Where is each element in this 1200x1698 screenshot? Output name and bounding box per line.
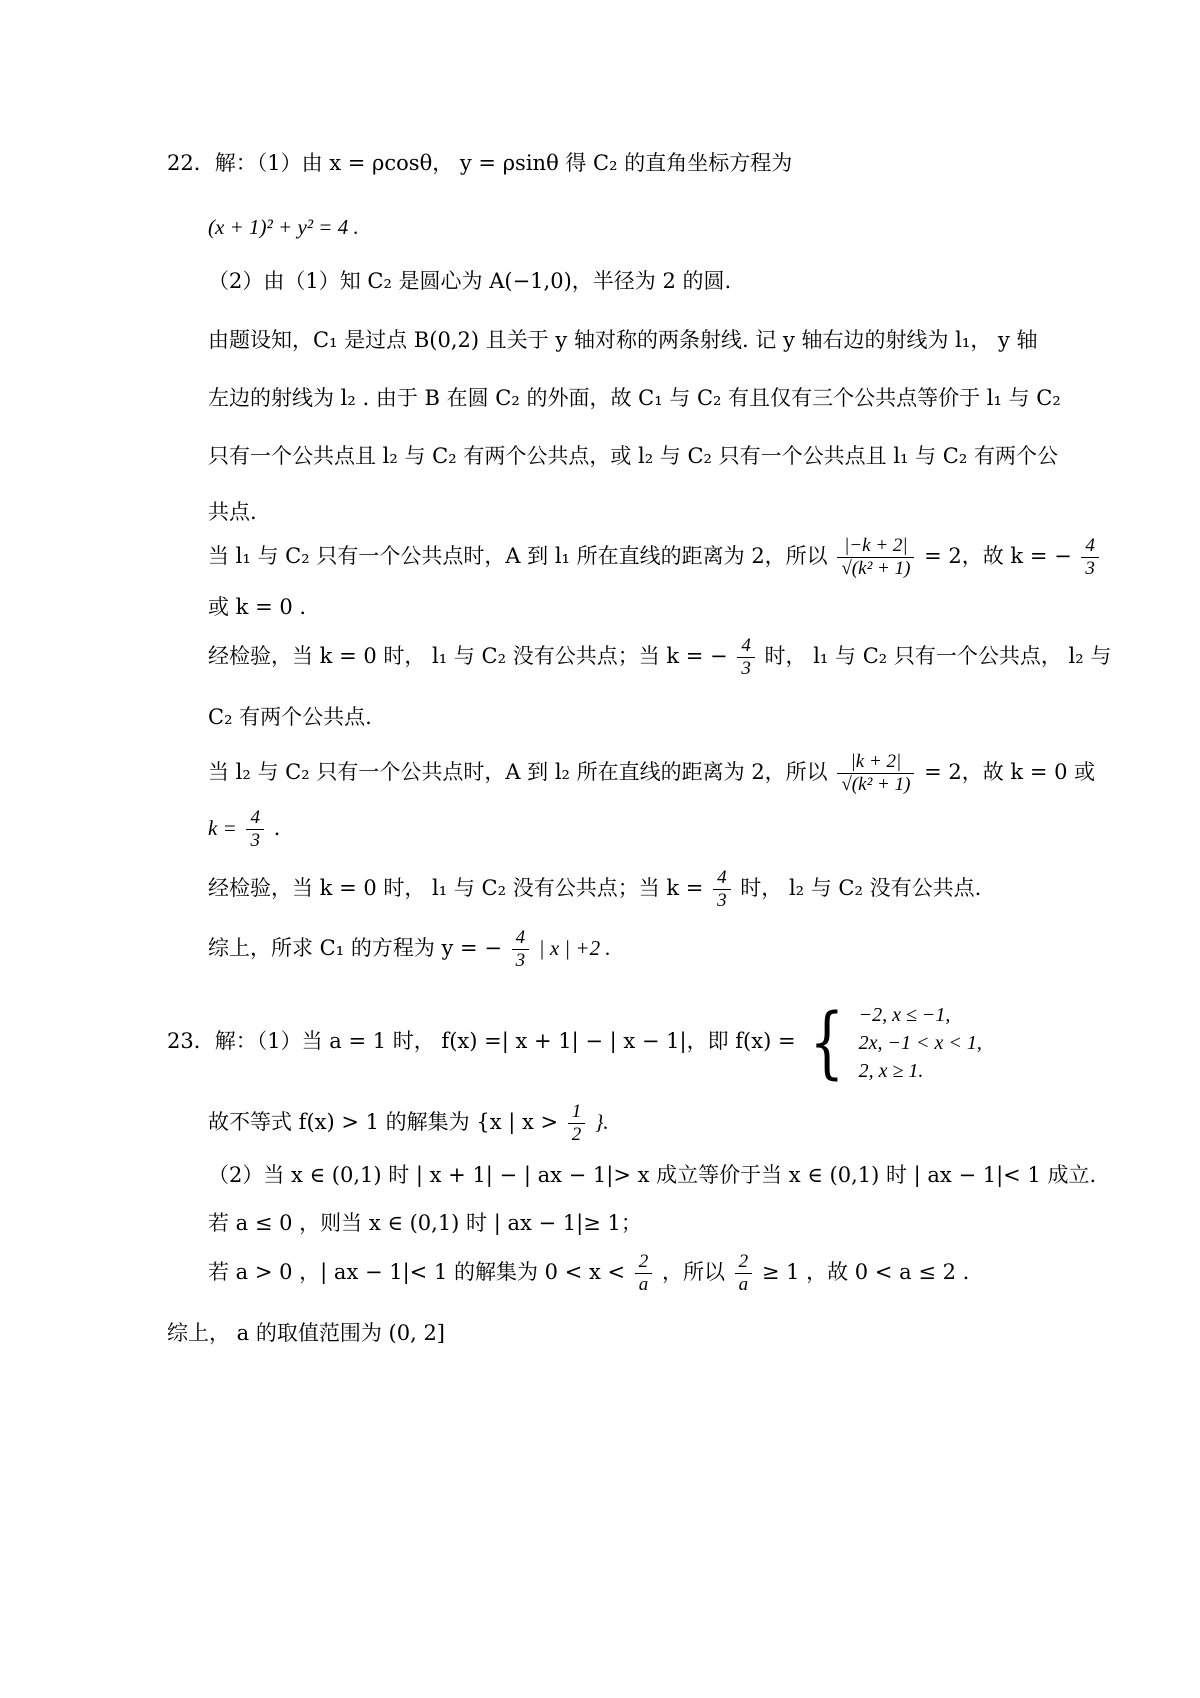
q23-solution-text: 故不等式 f(x) > 1 的解集为 {x | x > (208, 1110, 559, 1134)
q22-case2 (208, 744, 1095, 800)
piecewise-case: 2x, −1 < x < 1, (858, 1031, 982, 1054)
q23-solution (208, 1094, 609, 1150)
q22-summary-fraction (512, 927, 530, 972)
q22-case2-k: k = (208, 816, 237, 840)
q23-intro: 23．解：（1）当 a = 1 时， f(x) =| x + 1| − | x − 1|，即 f(x) = (167, 1029, 796, 1053)
piecewise-case: 2, x ≥ 1. (858, 1059, 924, 1082)
q22-para-1: 由题设知，C₁ 是过点 B(0,2) 且关于 y 轴对称的两条射线. 记 y 轴右边的射线为 l₁， y 轴 (208, 328, 1038, 352)
q22-verify2-rest: 时， l₂ 与 C₂ 没有公共点. (740, 876, 982, 900)
q22-case2-text: 当 l₂ 与 C₂ 只有一个公共点时，A 到 l₂ 所在直线的距离为 2，所以 (208, 760, 828, 784)
q23-solution-fraction (568, 1101, 586, 1146)
q22-case2-period: . (273, 816, 281, 840)
q23-case2-mid: ，所以 (661, 1260, 725, 1284)
q22-para-2: 左边的射线为 l₂ . 由于 B 在圆 C₂ 的外面，故 C₁ 与 C₂ 有且仅有三个公共点等价于 l₁ 与 C₂ (208, 386, 1061, 410)
fraction-numerator: 4 (713, 867, 731, 890)
q22-case2-k-fraction (246, 807, 264, 852)
q22-case2-fraction (837, 751, 914, 796)
fraction-numerator: 2 (635, 1251, 653, 1274)
q22-case2-end (208, 800, 280, 856)
q22-case1-result: = 2，故 k = − (924, 544, 1072, 568)
q22-case1-text: 当 l₁ 与 C₂ 只有一个公共点时，A 到 l₁ 所在直线的距离为 2，所以 (208, 544, 828, 568)
q22-summary (208, 920, 611, 976)
fraction-numerator: 2 (735, 1251, 753, 1274)
fraction-denominator: √(k² + 1) (841, 774, 911, 795)
q23-case2 (208, 1244, 969, 1300)
fraction-denominator: a (638, 1274, 649, 1295)
q22-verify2-text: 经检验，当 k = 0 时， l₁ 与 C₂ 没有公共点；当 k = (208, 876, 704, 900)
piecewise-case: −2, x ≤ −1, (858, 1003, 951, 1026)
fraction-denominator: 2 (571, 1124, 582, 1145)
q23-solution-end: }. (594, 1110, 609, 1134)
fraction-denominator: 3 (717, 890, 727, 911)
q22-verify2 (208, 860, 981, 916)
piecewise-brace-icon: { (809, 997, 845, 1088)
q23-case1: 若 a ≤ 0 ，则当 x ∈ (0,1) 时 | ax − 1|≥ 1； (208, 1211, 642, 1235)
q22-verify2-fraction (713, 867, 731, 912)
fraction-denominator: 3 (515, 950, 526, 971)
q22-para-4: 共点. (208, 500, 257, 524)
q23-part2: （2）当 x ∈ (0,1) 时 | x + 1| − | ax − 1|> x 成立等价于当 x ∈ (0,1) 时 | ax − 1|< 1 成立. (208, 1163, 1097, 1187)
fraction-numerator: 4 (512, 927, 530, 950)
q22-case1-fraction (837, 535, 914, 580)
q23-case2-fraction-1 (635, 1251, 653, 1296)
q23-final: 综上， a 的取值范围为 (0, 2] (167, 1321, 446, 1345)
fraction-numerator: 4 (737, 635, 755, 658)
q23-part1 (167, 996, 982, 1086)
fraction-numerator: |k + 2| (837, 751, 914, 774)
q23-case2-fraction-2 (735, 1251, 753, 1296)
fraction-denominator: a (738, 1274, 749, 1295)
q22-verify1-text: 经检验，当 k = 0 时， l₁ 与 C₂ 没有公共点；当 k = − (208, 644, 728, 668)
q22-case2-result: = 2，故 k = 0 或 (924, 760, 1096, 784)
q22-eq1: (x + 1)² + y² = 4 . (208, 215, 359, 239)
q22-intro: 22．解：（1）由 x = ρcosθ， y = ρsinθ 得 C₂ 的直角坐标方程为 (167, 151, 793, 175)
q22-case1-end: 或 k = 0 . (208, 595, 307, 619)
fraction-numerator: 1 (568, 1101, 586, 1124)
fraction-denominator: 3 (250, 830, 260, 851)
q22-case1 (208, 528, 1102, 584)
q22-case1-k-fraction (1081, 535, 1099, 580)
fraction-numerator: 4 (1081, 535, 1099, 558)
q22-verify1-fraction (737, 635, 755, 680)
q22-verify1 (208, 628, 1111, 684)
q23-case2-text: 若 a > 0 ，| ax − 1|< 1 的解集为 0 < x < (208, 1260, 626, 1284)
q23-case2-end: ≥ 1 ，故 0 < a ≤ 2 . (761, 1260, 970, 1284)
fraction-denominator: 3 (1085, 558, 1095, 579)
q22-summary-text: 综上，所求 C₁ 的方程为 y = − (208, 936, 502, 960)
q22-verify1-rest: 时， l₁ 与 C₂ 只有一个公共点， l₂ 与 (764, 644, 1112, 668)
fraction-denominator: √(k² + 1) (841, 558, 911, 579)
piecewise-cases (859, 1001, 982, 1085)
q22-part2: （2）由（1）知 C₂ 是圆心为 A(−1,0)，半径为 2 的圆. (208, 269, 732, 293)
fraction-denominator: 3 (741, 658, 751, 679)
q22-verify1-end: C₂ 有两个公共点. (208, 705, 372, 729)
fraction-numerator: 4 (246, 807, 264, 830)
q22-summary-rest: | x | +2 . (538, 936, 611, 960)
q22-para-3: 只有一个公共点且 l₂ 与 C₂ 有两个公共点，或 l₂ 与 C₂ 只有一个公共点且 l₁ 与 C₂ 有两个公 (208, 444, 1058, 468)
fraction-numerator: |−k + 2| (837, 535, 914, 558)
